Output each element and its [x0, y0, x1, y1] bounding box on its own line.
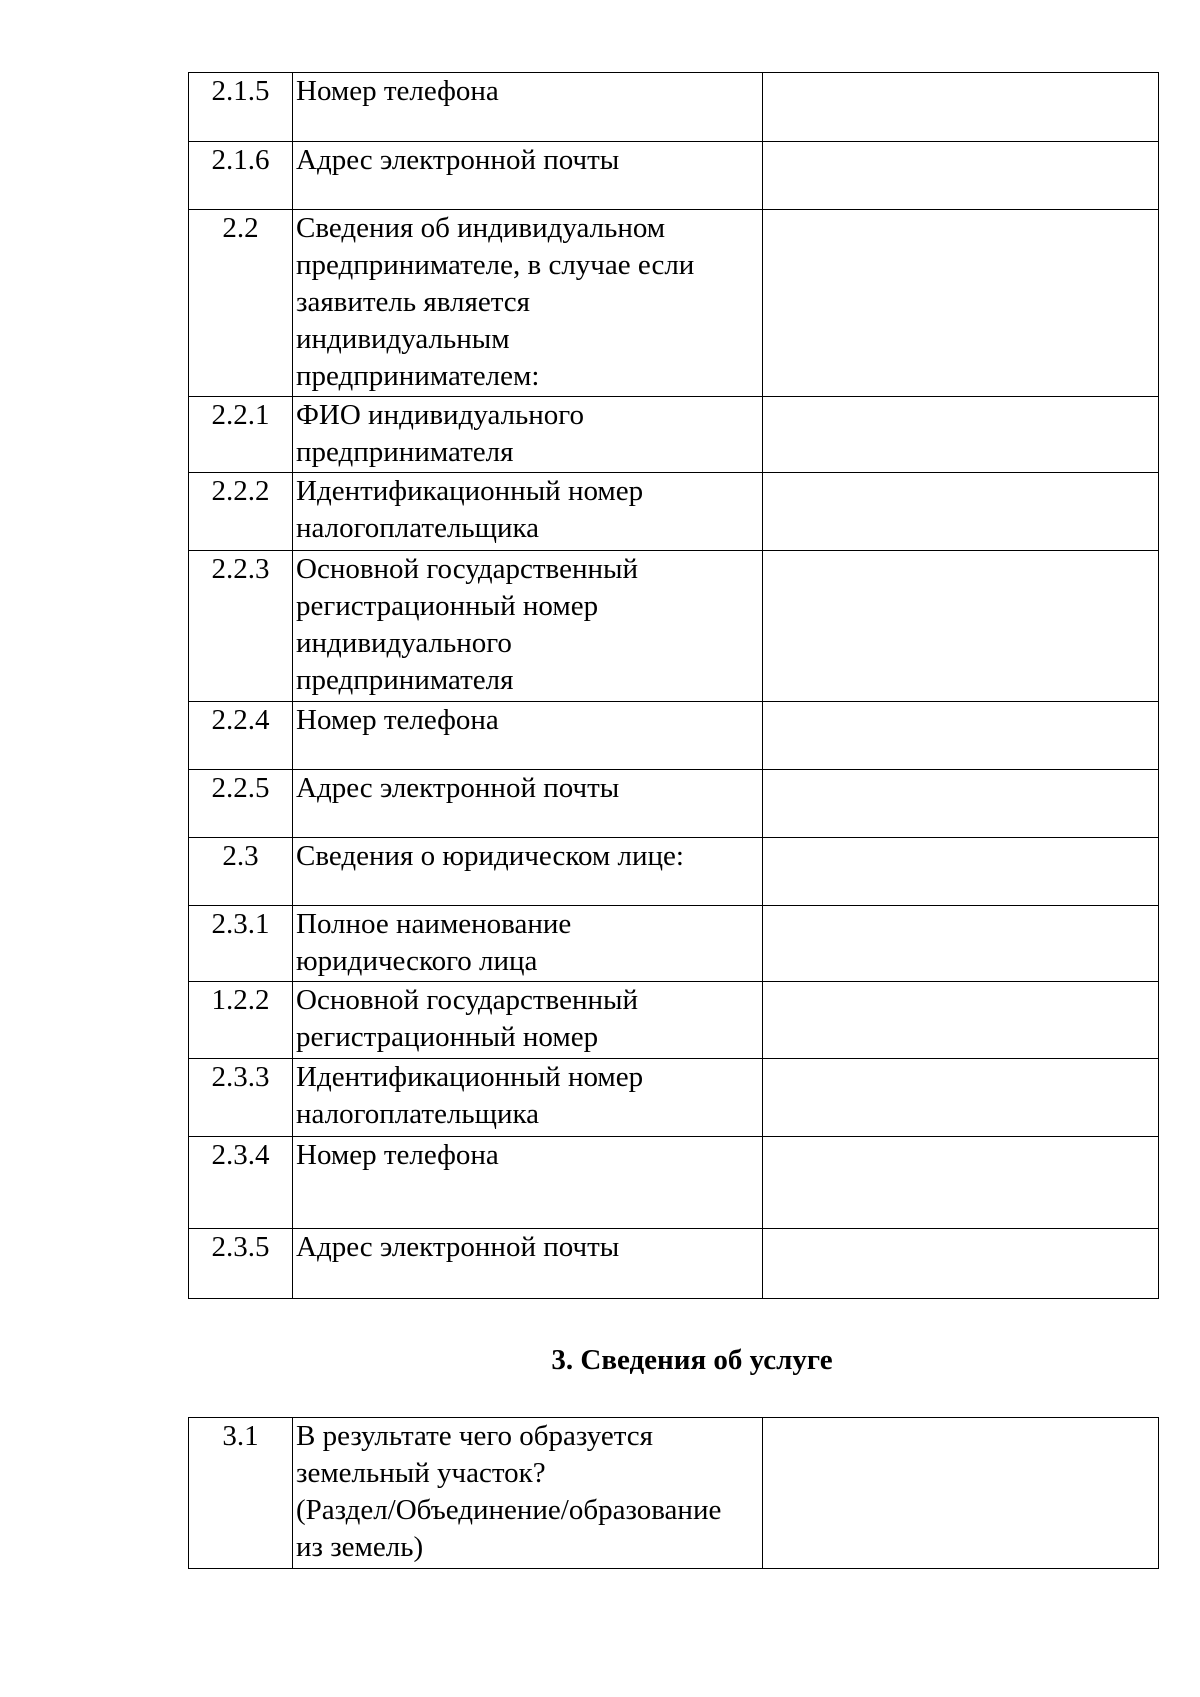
row-label: Номер телефона [293, 702, 763, 770]
row-label: Идентификационный номер налогоплательщика [293, 1059, 763, 1137]
table-row [189, 906, 1159, 982]
value-cell[interactable] [763, 210, 1159, 397]
row-label: Адрес электронной почты [293, 142, 763, 210]
value-cell[interactable] [763, 142, 1159, 210]
row-number: 2.2.3 [189, 551, 293, 702]
value-cell[interactable] [763, 770, 1159, 838]
applicant-info-table [188, 72, 1159, 1299]
row-label: Идентификационный номер налогоплательщика [293, 473, 763, 551]
value-cell[interactable] [763, 1137, 1159, 1229]
row-number: 3.1 [189, 1418, 293, 1569]
value-cell[interactable] [763, 73, 1159, 142]
row-label: Сведения о юридическом лице: [293, 838, 763, 906]
row-label: В результате чего образуется земельный участок? (Раздел/Объединение/образование из земель) [293, 1418, 763, 1569]
value-cell[interactable] [763, 1059, 1159, 1137]
table-row [189, 770, 1159, 838]
value-cell[interactable] [763, 702, 1159, 770]
table-row [189, 838, 1159, 906]
row-label: Основной государственный регистрационный номер [293, 982, 763, 1059]
table-row [189, 210, 1159, 397]
value-cell[interactable] [763, 1229, 1159, 1299]
row-number: 2.2.1 [189, 397, 293, 473]
value-cell[interactable] [763, 906, 1159, 982]
table-row [189, 473, 1159, 551]
table-row [189, 982, 1159, 1059]
table-row [189, 551, 1159, 702]
row-number: 2.1.5 [189, 73, 293, 142]
row-number: 2.3 [189, 838, 293, 906]
row-label: Номер телефона [293, 73, 763, 142]
table-row [189, 73, 1159, 142]
row-label: Адрес электронной почты [293, 1229, 763, 1299]
table-row [189, 1059, 1159, 1137]
row-number: 2.1.6 [189, 142, 293, 210]
table-row [189, 397, 1159, 473]
row-number: 2.3.5 [189, 1229, 293, 1299]
row-label: Сведения об индивидуальном предпринимателе, в случае если заявитель является индивидуальным предпринимателем: [293, 210, 763, 397]
row-label: ФИО индивидуального предпринимателя [293, 397, 763, 473]
row-label: Полное наименование юридического лица [293, 906, 763, 982]
row-number: 2.2.2 [189, 473, 293, 551]
value-cell[interactable] [763, 473, 1159, 551]
row-number: 2.2.4 [189, 702, 293, 770]
row-number: 2.3.4 [189, 1137, 293, 1229]
row-label: Основной государственный регистрационный номер индивидуального предпринимателя [293, 551, 763, 702]
table-row [189, 702, 1159, 770]
value-cell[interactable] [763, 397, 1159, 473]
table-row [189, 1418, 1159, 1569]
table-row [189, 1229, 1159, 1299]
value-cell[interactable] [763, 1418, 1159, 1569]
section-heading: 3. Сведения об услуге [551, 1344, 833, 1376]
row-number: 2.3.3 [189, 1059, 293, 1137]
row-number: 2.2.5 [189, 770, 293, 838]
row-label: Адрес электронной почты [293, 770, 763, 838]
table-row [189, 1137, 1159, 1229]
row-number: 1.2.2 [189, 982, 293, 1059]
row-label: Номер телефона [293, 1137, 763, 1229]
table-row [189, 142, 1159, 210]
value-cell[interactable] [763, 838, 1159, 906]
row-number: 2.2 [189, 210, 293, 397]
value-cell[interactable] [763, 551, 1159, 702]
service-info-table [188, 1417, 1159, 1569]
row-number: 2.3.1 [189, 906, 293, 982]
value-cell[interactable] [763, 982, 1159, 1059]
